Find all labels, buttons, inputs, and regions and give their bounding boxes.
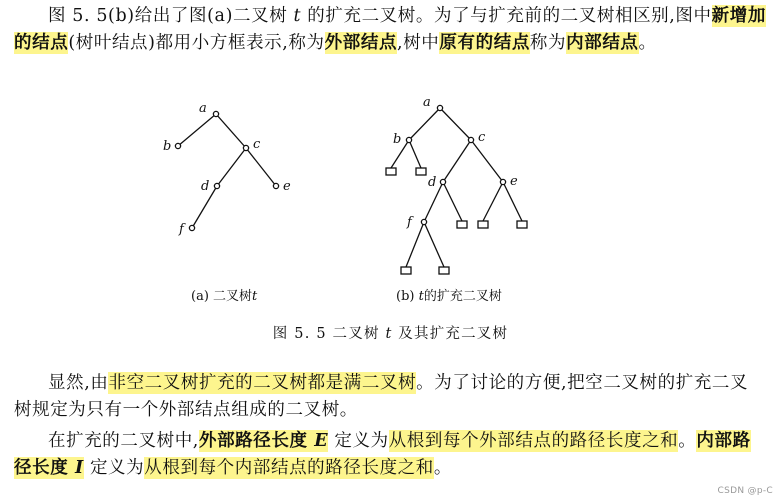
tree-a-node-d (214, 183, 219, 188)
text-segment: 。 (638, 33, 657, 53)
tree-b-external-node (386, 168, 396, 175)
highlight-external-def: 从根到每个外部结点的路径长度之和 (388, 431, 679, 451)
text-segment: (树叶结点)都用小方框表示,称为 (68, 33, 325, 53)
tree-a-label-b: b (163, 139, 172, 154)
term-external-node: 外部结点 (324, 33, 398, 53)
tree-b-label-c: c (478, 130, 486, 145)
tree-b-external-node (439, 267, 449, 274)
term-internal-path-length: 内部路径长度 I (14, 431, 751, 478)
tree-b-node-b (406, 137, 411, 142)
text-segment: 。 (678, 431, 697, 451)
tree-a-nodes (175, 111, 278, 230)
tree-b-label-b: b (393, 132, 402, 147)
tree-b-label-a: a (423, 95, 431, 110)
tree-b-label-e: e (510, 174, 518, 189)
term-external-path-length: 外部路径长度 E (198, 431, 329, 451)
tree-b-label-d: d (428, 175, 437, 190)
text-segment: 在扩充的二叉树中, (48, 431, 199, 451)
figure-caption (0, 322, 781, 343)
paragraph-path-length (14, 428, 766, 482)
tree-a-node-b (175, 143, 180, 148)
caption-tree-b: (b) t的扩充二叉树 (396, 289, 502, 304)
tree-b-node-e (500, 179, 505, 184)
text-segment: 定义为 (83, 458, 145, 478)
caption-tree-a: (a) 二叉树t (191, 289, 258, 304)
tree-b-label-f: f (407, 215, 412, 230)
tree-b-external-node (478, 221, 488, 228)
watermark: CSDN @p-C (717, 486, 773, 496)
tree-b-node-a (437, 105, 442, 110)
tree-a-node-a (213, 111, 218, 116)
tree-a-node-e (273, 183, 278, 188)
paragraph-full-tree (14, 370, 766, 424)
var-t: t (293, 6, 302, 26)
text-segment: 称为 (529, 33, 567, 53)
tree-b-node-c (468, 137, 473, 142)
text-segment: 显然,由 (48, 373, 109, 393)
highlight-full-tree: 非空二叉树扩充的二叉树都是满二叉树 (108, 373, 417, 393)
tree-b-external-node (401, 267, 411, 274)
tree-b-external-node (416, 168, 426, 175)
tree-b-node-d (440, 179, 445, 184)
tree-a-edges (178, 114, 276, 228)
tree-a-node-c (243, 145, 248, 150)
highlight-internal-def: 从根到每个内部结点的路径长度之和 (144, 458, 434, 478)
text-segment: ,树中 (397, 33, 440, 53)
caption-prefix: 图 5. 5 二叉树 (272, 326, 386, 342)
tree-b-edges (391, 108, 522, 267)
text-segment: 图 5. 5(b)给出了图(a)二叉树 (48, 6, 294, 26)
term-internal-node: 内部结点 (566, 33, 639, 53)
text-segment: 。为了讨论的方便,把空二叉树的扩充二叉树规定为只有一个外部结点组成的二叉树。 (14, 373, 749, 420)
tree-a-label-d: d (201, 179, 210, 194)
tree-b-node-f (421, 219, 426, 224)
tree-a-label-a: a (199, 101, 207, 116)
tree-b-external-node (517, 221, 527, 228)
text-segment: 。 (433, 458, 452, 478)
highlight-original-nodes: 原有的结点 (439, 33, 530, 53)
highlight-new-nodes: 新增加的结点 (14, 6, 766, 53)
tree-a-label-c: c (253, 137, 261, 152)
text-segment: 定义为 (328, 431, 389, 451)
tree-b-external-node (457, 221, 467, 228)
caption-suffix: 及其扩充二叉树 (392, 326, 509, 342)
text-segment: 的扩充二叉树。为了与扩充前的二叉树相区别,图中 (301, 6, 712, 26)
tree-a-label-f: f (179, 222, 184, 237)
tree-a-node-f (189, 225, 194, 230)
caption-var: t (385, 326, 393, 342)
tree-a-label-e: e (283, 179, 291, 194)
